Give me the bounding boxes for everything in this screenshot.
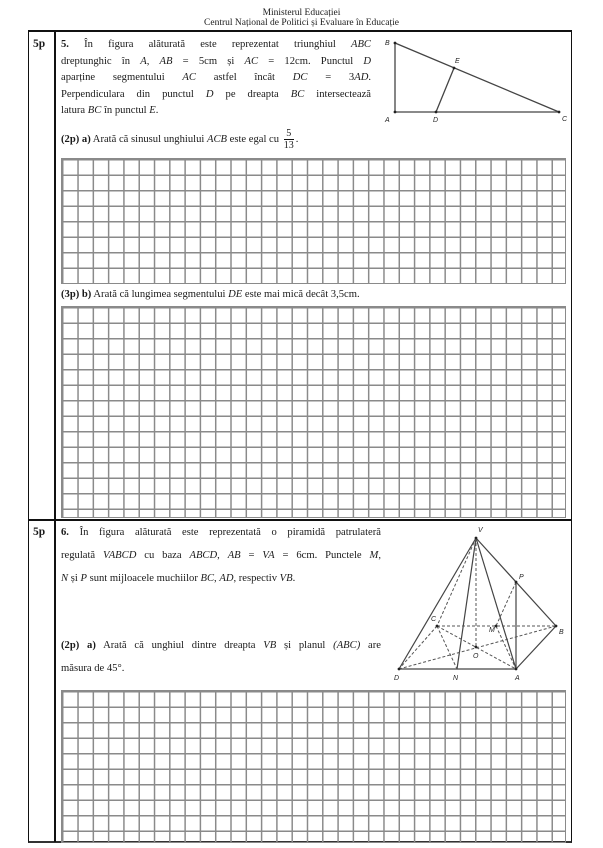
edge-vd — [399, 538, 476, 669]
point-o — [475, 646, 478, 649]
segment-vn — [457, 538, 476, 669]
problem5-statement — [61, 37, 371, 120]
label-c: C — [431, 616, 437, 623]
p6-line-1: 6. În figura alăturată este reprezentată o piramidă patrulateră — [61, 527, 381, 538]
p5-line-4: Perpendiculara din punctul D pe dreapta BC intersectează — [61, 88, 371, 100]
label-e: E — [455, 58, 460, 65]
p5-line-2: dreptunghic în A, AB = 5cm și AC = 12cm. Punctul D — [61, 55, 372, 67]
segment-pm — [496, 582, 516, 626]
p6-line-3: N și P sunt mijloacele muchiilor BC, AD, respectiv VB. — [61, 573, 296, 584]
point-d — [435, 111, 438, 114]
label-d: D — [394, 675, 400, 682]
point-e — [453, 67, 456, 70]
answer-grid-5a[interactable] — [61, 158, 566, 284]
point-a — [515, 668, 518, 671]
point-m — [495, 625, 498, 628]
answer-grid-6a[interactable] — [61, 690, 566, 843]
label-d: D — [433, 117, 439, 124]
point-v — [475, 537, 478, 540]
problem6-points: 5p — [33, 526, 46, 538]
segment-bc — [395, 43, 559, 112]
problem5-part-b: (3p) b) Arată că lungimea segmentului DE este mai mică decât 3,5cm. — [61, 289, 360, 300]
p6a-line-1: (2p) a) Arată că unghiul dintre dreapta VB și planul (ABC) are — [61, 640, 381, 651]
points-column-divider — [54, 31, 56, 842]
edge-ab — [516, 626, 556, 669]
label-n: N — [453, 675, 459, 682]
point-c — [558, 111, 561, 114]
label-m: M — [489, 627, 495, 634]
pyramid-figure — [385, 520, 575, 685]
point-c — [436, 625, 439, 628]
label-b: B — [559, 629, 564, 636]
edge-cd-hidden — [399, 626, 437, 669]
point-b — [394, 42, 397, 45]
header-center: Centrul Național de Politici și Evaluare în Educație — [204, 18, 399, 28]
label-a: A — [385, 117, 390, 124]
problem6-part-a — [61, 634, 381, 680]
problem5-part-a: (2p) a) Arată că sinusul unghiului ACB este egal cu $\frac{5}{13}$ . — [61, 128, 299, 151]
point-d — [398, 668, 401, 671]
segment-cn — [437, 626, 457, 669]
label-c: C — [562, 116, 568, 123]
point-p — [515, 581, 518, 584]
header-ministry: Ministerul Educației — [262, 8, 341, 18]
point-b — [555, 625, 558, 628]
p6a-line-2: măsura de 45°. — [61, 663, 125, 674]
label-v: V — [478, 527, 483, 534]
problem5-points: 5p — [33, 38, 46, 50]
p5-line-1: 5. În figura alăturată este reprezentat triunghiul ABC — [61, 39, 371, 50]
segment-ma — [496, 626, 516, 669]
triangle-figure — [380, 35, 580, 130]
diagonal-db — [399, 626, 556, 669]
problem6-statement — [61, 521, 381, 590]
label-b: B — [385, 40, 390, 47]
label-a: A — [515, 675, 520, 682]
label-p: P — [519, 574, 524, 581]
p5-line-5: latura BC în punctul E. — [61, 105, 159, 116]
p6-line-2: regulată VABCD cu baza ABCD, AB = VA = 6cm. Punctele M, — [61, 550, 381, 561]
point-a — [394, 111, 397, 114]
answer-grid-5b[interactable] — [61, 306, 566, 518]
p5-line-3: aparține segmentului AC astfel încât DC = 3AD. — [61, 72, 371, 83]
fraction-5-13: $\frac{5}{13}$ — [283, 128, 294, 151]
edge-va — [476, 538, 516, 669]
segment-de — [436, 68, 454, 112]
label-o: O — [473, 653, 479, 660]
